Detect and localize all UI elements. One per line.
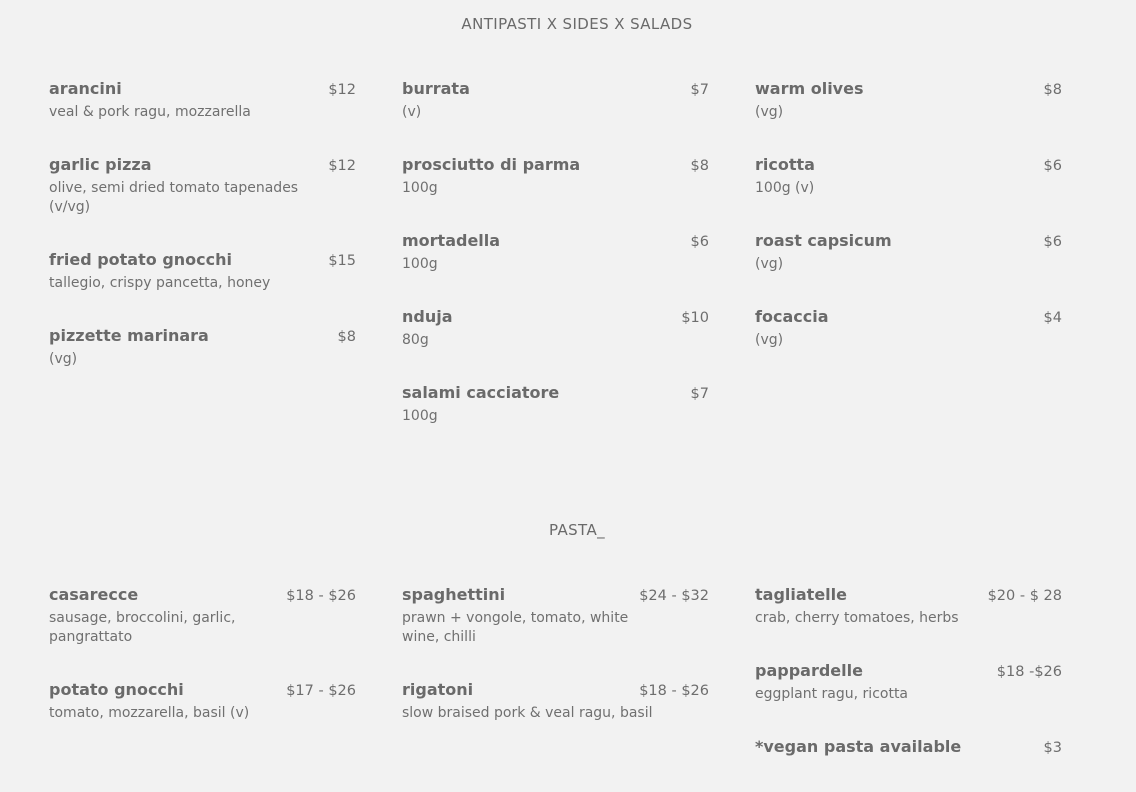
menu-item bbox=[402, 231, 709, 274]
menu-item bbox=[755, 231, 1062, 274]
menu-item-name: nduja bbox=[402, 307, 453, 326]
menu-item-price: $12 bbox=[328, 158, 356, 174]
menu-item bbox=[402, 383, 709, 426]
menu-item-header bbox=[49, 680, 356, 702]
menu-item-price: $7 bbox=[690, 386, 709, 402]
menu-item-header bbox=[402, 585, 709, 607]
menu-item-price: $4 bbox=[1043, 310, 1062, 326]
menu-column bbox=[402, 585, 709, 792]
menu-item-name: mortadella bbox=[402, 231, 501, 250]
menu-item-price: $17 - $26 bbox=[286, 683, 356, 699]
menu-item-price: $18 - $26 bbox=[286, 588, 356, 604]
menu-item-price: $8 bbox=[1043, 82, 1062, 98]
menu-item-name: garlic pizza bbox=[49, 155, 152, 174]
menu-item bbox=[49, 79, 356, 122]
menu-item-header bbox=[755, 155, 1062, 177]
menu-item-description: crab, cherry tomatoes, herbs bbox=[755, 610, 959, 626]
menu-item bbox=[49, 250, 356, 293]
menu-item-description: olive, semi dried tomato tapenades (v/vg) bbox=[49, 180, 299, 215]
menu-item-name: salami cacciatore bbox=[402, 383, 560, 402]
menu-item-description: (vg) bbox=[755, 332, 784, 348]
section-title: PASTA_ bbox=[548, 521, 606, 539]
menu-item-description: tallegio, crispy pancetta, honey bbox=[49, 275, 271, 291]
menu-item-price: $3 bbox=[1043, 740, 1062, 756]
menu-item-name: fried potato gnocchi bbox=[49, 250, 232, 269]
menu-column bbox=[755, 585, 1062, 792]
menu-item-price: $7 bbox=[690, 82, 709, 98]
menu-column bbox=[49, 585, 356, 792]
menu-item-header bbox=[755, 231, 1062, 253]
menu-item-name: potato gnocchi bbox=[49, 680, 184, 699]
menu-item-header bbox=[49, 155, 356, 177]
menu-item-name: ricotta bbox=[755, 155, 815, 174]
menu-item-name: spaghettini bbox=[402, 585, 506, 604]
menu-item-price: $8 bbox=[337, 329, 356, 345]
menu-item-description: veal & pork ragu, mozzarella bbox=[49, 104, 251, 120]
menu-item-description: 100g bbox=[402, 180, 438, 196]
menu-item-header bbox=[402, 231, 709, 253]
menu-item-name: burrata bbox=[402, 79, 470, 98]
menu-item bbox=[402, 585, 709, 647]
menu-item bbox=[49, 680, 356, 723]
menu-item-price: $6 bbox=[1043, 234, 1062, 250]
menu-item-price: $6 bbox=[1043, 158, 1062, 174]
menu-item-description: (v) bbox=[402, 104, 422, 120]
menu-item-description: tomato, mozzarella, basil (v) bbox=[49, 705, 250, 721]
menu-item-name: tagliatelle bbox=[755, 585, 847, 604]
menu-item-header bbox=[402, 383, 709, 405]
menu-item-name: focaccia bbox=[755, 307, 829, 326]
menu-item-price: $18 - $26 bbox=[639, 683, 709, 699]
menu-item-header bbox=[755, 79, 1062, 101]
section-title: ANTIPASTI X SIDES X SALADS bbox=[461, 15, 693, 33]
menu-item-description: prawn + vongole, tomato, white wine, chilli bbox=[402, 610, 629, 645]
menu-columns bbox=[49, 79, 1062, 459]
menu-item-description: (vg) bbox=[755, 256, 784, 272]
menu-item-description: (vg) bbox=[755, 104, 784, 120]
menu-item-description: 100g (v) bbox=[755, 180, 815, 196]
menu-column bbox=[402, 79, 709, 459]
menu-item-description: eggplant ragu, ricotta bbox=[755, 686, 909, 702]
menu-item bbox=[755, 737, 1062, 759]
menu-item-price: $18 -$26 bbox=[996, 664, 1062, 680]
menu-item-header bbox=[755, 585, 1062, 607]
menu-item-description: sausage, broccolini, garlic, pangrattato bbox=[49, 610, 236, 645]
menu-item-name: roast capsicum bbox=[755, 231, 892, 250]
menu-item-price: $15 bbox=[328, 253, 356, 269]
menu-item-price: $20 - $ 28 bbox=[987, 588, 1062, 604]
menu-item bbox=[755, 155, 1062, 198]
menu-item bbox=[402, 79, 709, 122]
menu-item-header bbox=[755, 307, 1062, 329]
menu-item-price: $6 bbox=[690, 234, 709, 250]
menu-item-name: rigatoni bbox=[402, 680, 474, 699]
menu-item bbox=[402, 307, 709, 350]
menu-item-price: $24 - $32 bbox=[639, 588, 709, 604]
menu-item-header bbox=[402, 307, 709, 329]
menu-item-header bbox=[402, 680, 709, 702]
menu-item-header bbox=[49, 79, 356, 101]
menu-item bbox=[402, 680, 709, 723]
menu-item-name: *vegan pasta available bbox=[755, 737, 962, 756]
menu-columns bbox=[49, 585, 1062, 792]
menu-item-header bbox=[49, 250, 356, 272]
menu-item-name: pappardelle bbox=[755, 661, 863, 680]
menu-item-name: prosciutto di parma bbox=[402, 155, 581, 174]
menu-item-header bbox=[402, 155, 709, 177]
menu-item-price: $10 bbox=[681, 310, 709, 326]
menu-item-description: 100g bbox=[402, 256, 438, 272]
menu-section-pasta bbox=[0, 506, 1136, 756]
menu-item-header bbox=[402, 79, 709, 101]
menu-item bbox=[755, 585, 1062, 628]
menu-item-name: warm olives bbox=[755, 79, 864, 98]
menu-item-header bbox=[49, 326, 356, 348]
menu-item-description: 100g bbox=[402, 408, 438, 424]
menu-item bbox=[49, 326, 356, 369]
menu-item-description: slow braised pork & veal ragu, basil bbox=[402, 705, 653, 721]
menu-item bbox=[49, 585, 356, 647]
menu-item bbox=[755, 79, 1062, 122]
menu-item bbox=[402, 155, 709, 198]
menu-item-header bbox=[755, 661, 1062, 683]
menu-item bbox=[49, 155, 356, 217]
menu-item bbox=[755, 661, 1062, 704]
menu-item-header bbox=[49, 585, 356, 607]
menu-item-header bbox=[755, 737, 1062, 759]
menu-item-price: $8 bbox=[690, 158, 709, 174]
menu-item-name: arancini bbox=[49, 79, 122, 98]
menu-item-price: $12 bbox=[328, 82, 356, 98]
menu-item-name: casarecce bbox=[49, 585, 139, 604]
menu-item-description: 80g bbox=[402, 332, 429, 348]
menu-column bbox=[755, 79, 1062, 459]
menu-column bbox=[49, 79, 356, 459]
menu-item bbox=[755, 307, 1062, 350]
menu-item-description: (vg) bbox=[49, 351, 78, 367]
menu-item-name: pizzette marinara bbox=[49, 326, 209, 345]
